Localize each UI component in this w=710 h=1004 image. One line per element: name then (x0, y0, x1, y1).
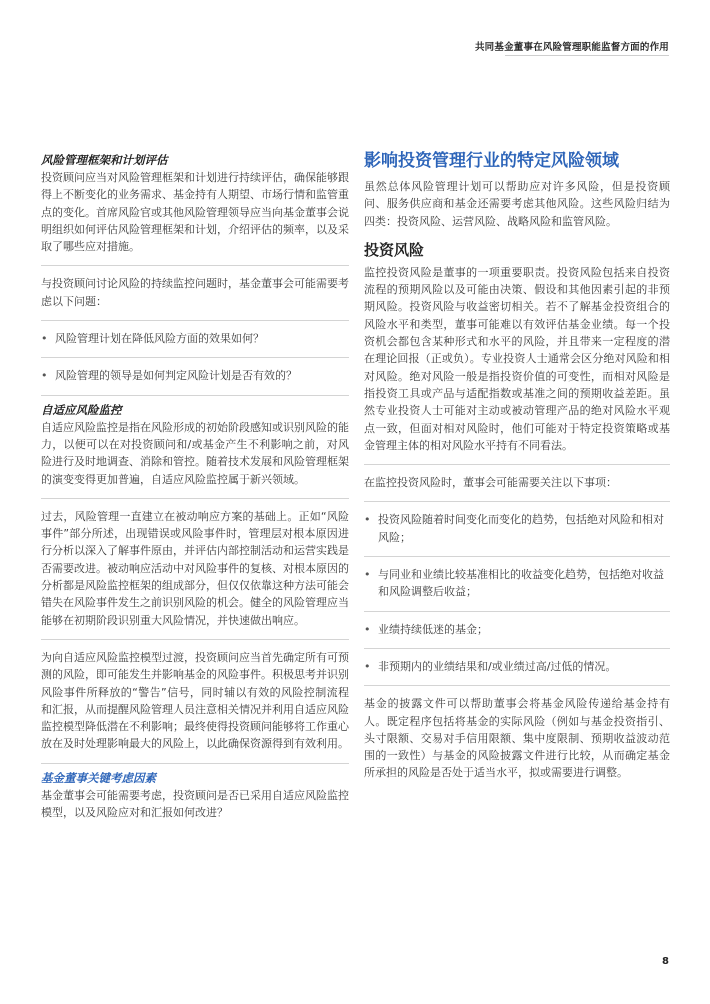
section-title: 影响投资管理行业的特定风险领域 (364, 151, 619, 171)
divider (41, 357, 349, 358)
divider (364, 611, 670, 612)
heading-key-considerations: 基金董事关键考虑因素 (41, 770, 156, 785)
paragraph-past-approach: 过去，风险管理一直建立在被动响应方案的基础上。正如“风险事件”部分所述，出现错误或风险事件时，管理层对根本原因进行分析以深入了解事件原由，并评估内部控制活动和运营实践是否需要改进。被动响应活动中对风险事件的复核、对根本原因的分析都是风险监控框架的组成部分，但仅仅依靠这种方法可能会错失在风险事件发生之前识别风险的机会。健全的风险管理应当能够在初期阶段识别重大风险情况，并快速做出响应。 (41, 509, 349, 627)
page-number: 8 (662, 956, 669, 967)
left-column (41, 150, 349, 821)
divider (41, 763, 349, 764)
divider (364, 501, 670, 502)
divider (364, 464, 670, 465)
heading-adaptive-monitoring: 自适应风险监控 (41, 402, 122, 417)
paragraph-transition: 为向自适应风险监控模型过渡，投资顾问应当首先确定所有可预测的风险，即可能发生并影响基金的风险事件。积极思考并识别风险事件所释放的“警告”信号，同时辅以有效的风险控制流程和汇报，从而提醒风险管理人员注意相关情况并利用自适应风险监控模型降低潜在不利影响；最终使得投资顾问能够将工作重心放在及时处理影响最大的风险上，以此确保资源得到有效利用。 (41, 650, 349, 751)
divider (364, 556, 670, 557)
bullet-item: • 风险管理的领导是如何判定风险计划是否有效的？ (41, 367, 349, 384)
bullet-item: • 业绩持续低迷的基金； (364, 621, 670, 638)
divider (41, 395, 349, 396)
divider (41, 639, 349, 640)
paragraph-intro: 虽然总体风险管理计划可以帮助应对许多风险，但是投资顾问、服务供应商和基金还需要考虑其他风险。这些风险归结为四类：投资风险、运营风险、战略风险和监管风险。 (364, 180, 670, 228)
heading-framework-evaluation: 风险管理框架和计划评估 (41, 153, 168, 167)
bullet-item: • 风险管理计划在降低风险方面的效果如何？ (41, 330, 349, 347)
paragraph-framework-evaluation: 投资顾问应当对风险管理框架和计划进行持续评估，确保能够跟得上不断变化的业务需求、基金持有人期望、市场行情和监管重点的变化。首席风险官或其他风险管理领导应当向基金董事会说明组织如何评估风险管理框架和计划，介绍评估的频率，以及采取了哪些应对措施。 (41, 171, 349, 254)
bullet-item: • 与同业和业绩比较基准相比的收益变化趋势，包括绝对收益和风险调整后收益； (364, 566, 670, 601)
paragraph-monitor: 在监控投资风险时，董事会可能需要关注以下事项： (364, 476, 617, 490)
divider (41, 320, 349, 321)
paragraph-disclosure: 基金的披露文件可以帮助董事会将基金风险传递给基金持有人。既定程序包括将基金的实际风险（例如与基金投资指引、头寸限额、交易对手信用限额、集中度限制、预期收益波动范围的一致性）与基金的风险披露文件进行比较，从而确定基金所承担的风险是否处于适当水平，拟或需要进行调整。 (364, 697, 670, 780)
paragraph-key-considerations: 基金董事会可能需要考虑，投资顾问是否已采用自适应风险监控模型，以及风险应对和汇报如何改进？ (41, 788, 349, 820)
divider (364, 685, 670, 686)
running-header: 共同基金董事在风险管理职能监督方面的作用 (474, 42, 669, 53)
bullet-item: • 投资风险随着时间变化而变化的趋势，包括绝对风险和相对风险； (364, 511, 670, 546)
divider (41, 265, 349, 266)
header-rule (505, 55, 669, 56)
paragraph-adaptive-monitoring: 自适应风险监控是指在风险形成的初始阶段感知或识别风险的能力，以便可以在对投资顾问和/或基金产生不利影响之前，对风险进行及时地调查、消除和管控。随着技术发展和风险管理框架的演变变得更加普遍，自适应风险监控属于新兴领域。 (41, 420, 349, 486)
right-column (364, 150, 670, 782)
paragraph-discuss-questions: 与投资顾问讨论风险的持续监控问题时，基金董事会可能需要考虑以下问题： (41, 277, 349, 308)
divider (41, 498, 349, 499)
heading-investment-risk: 投资风险 (364, 240, 425, 259)
bullet-item: • 非预期内的业绩结果和/或业绩过高/过低的情况。 (364, 658, 670, 675)
divider (364, 648, 670, 649)
paragraph-investment-risk: 监控投资风险是董事的一项重要职责。投资风险包括来自投资流程的预期风险以及可能由决策、假设和其他因素引起的非预期风险。投资风险与收益密切相关。若不了解基金投资组合的风险水平和类型，董事可能难以有效评估基金业绩。每一个投资机会都包含某种形式和水平的风险，并且带来一定程度的潜在理论回报（正或负）。专业投资人士通常会区分绝对风险和相对风险。绝对风险一般是指投资价值的可变性，而相对风险是指投资工具或产品与适配指数或基准之间的预期收益差距。虽然专业投资人士可能对主动或被动管理产品的绝对风险水平观点一致，但面对相对风险时，他们可能对于特定投资策略或基金管理主体的相对风险水平持有不同看法。 (364, 265, 670, 452)
